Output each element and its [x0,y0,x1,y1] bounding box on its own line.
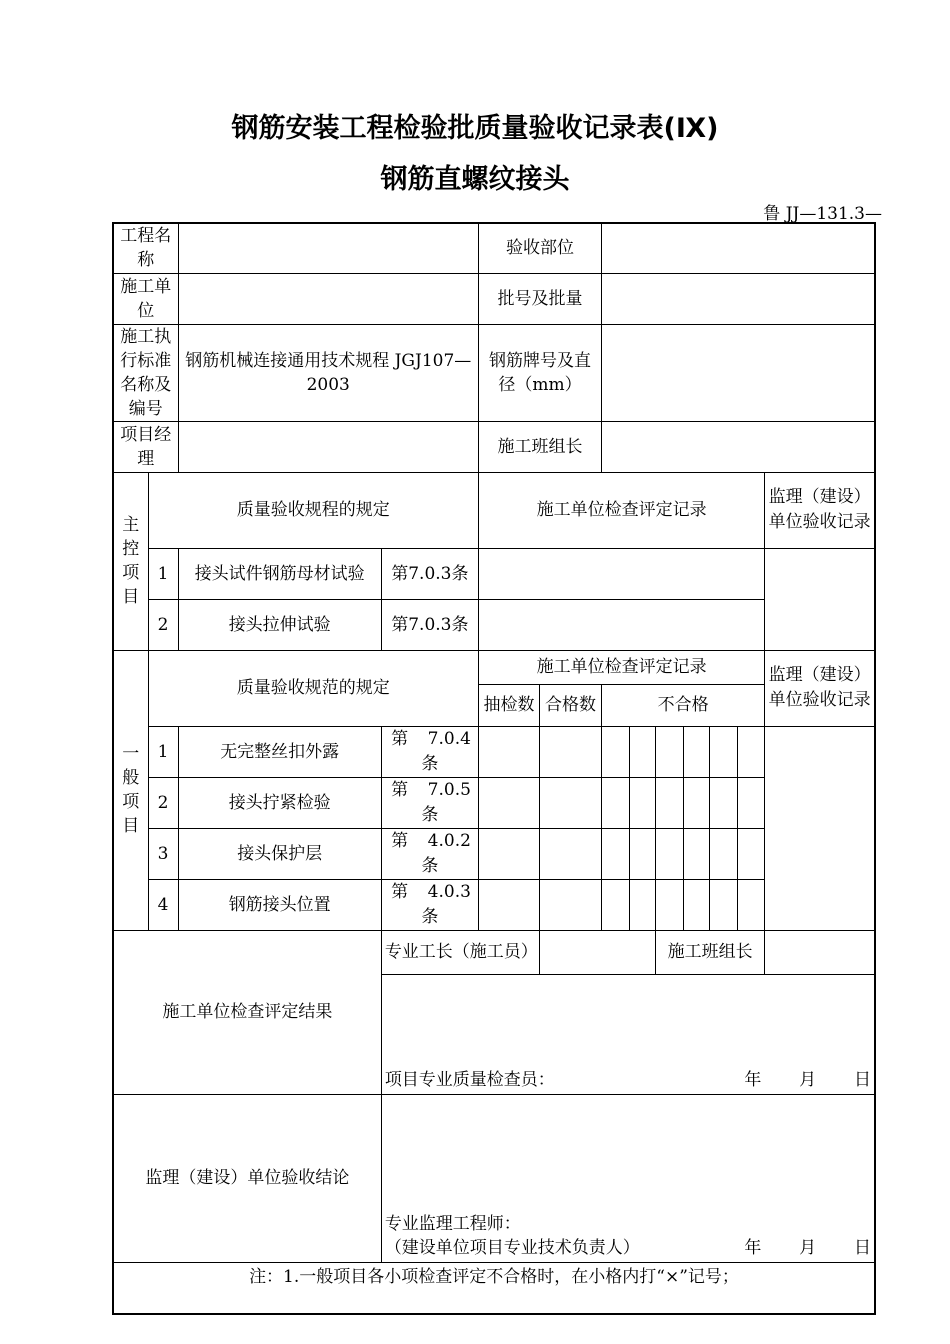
main-record-cell[interactable] [478,548,764,599]
form-title: 钢筋安装工程检验批质量验收记录表(Ⅸ) [231,113,719,144]
item-no: 2 [148,599,178,650]
item-clause [381,777,478,828]
main-control-header-row [113,472,875,548]
item-name: 接头拧紧检验 [178,777,381,828]
fail-check-cell[interactable] [738,777,765,828]
clause-number: 4.0.3 [427,882,471,902]
general-row [113,726,875,777]
form-code: 鲁 JJ—131.3— [763,204,882,224]
main-control-row [113,599,875,650]
fail-check-cell[interactable] [656,879,684,930]
constructor-result-body[interactable] [381,974,875,1094]
clause-suffix: 条 [421,805,439,825]
clause-prefix: 第 [391,831,409,851]
main-record-cell[interactable] [478,599,764,650]
footnote: 注：1.一般项目各小项检查评定不合格时，在小格内打“×”记号； [113,1262,875,1314]
main-rule-header: 质量验收规程的规定 [148,472,478,548]
fail-check-cell[interactable] [710,777,738,828]
item-clause [381,828,478,879]
fail-check-cell[interactable] [656,726,684,777]
inspector-date: 年 月 日 [744,1069,871,1090]
rebar-label: 钢筋牌号及直径（mm） [478,324,601,421]
fail-check-cell[interactable] [684,726,710,777]
result-team-leader-field[interactable] [765,930,875,974]
general-row [113,777,875,828]
supervisor-result-label: 监理（建设）单位验收结论 [113,1094,381,1262]
form-subtitle: 钢筋直螺纹接头 [380,164,570,195]
supervisor-result-row [113,1094,875,1262]
item-clause: 第7.0.3条 [381,599,478,650]
main-supervisor-cell[interactable] [765,548,875,650]
fail-check-cell[interactable] [630,879,656,930]
item-name: 接头试件钢筋母材试验 [178,548,381,599]
inspection-form-table [112,222,876,1315]
header-row-manager [113,421,875,472]
fail-check-cell[interactable] [738,726,765,777]
fail-check-cell[interactable] [656,777,684,828]
clause-number: 7.0.4 [427,729,471,749]
sample-count-cell[interactable] [478,879,539,930]
pass-count-cell[interactable] [539,777,601,828]
item-no: 2 [148,777,178,828]
manager-label: 项目经理 [113,421,178,472]
acceptance-part-label: 验收部位 [478,223,601,273]
col-pass: 合格数 [539,684,601,726]
clause-number: 7.0.5 [427,780,471,800]
general-supervisor-cell[interactable] [765,726,875,930]
general-rule-header: 质量验收规范的规定 [148,650,478,726]
foreman-label: 专业工长（施工员） [381,930,539,974]
clause-suffix: 条 [421,856,439,876]
fail-check-cell[interactable] [630,777,656,828]
clause-prefix: 第 [391,780,409,800]
note-row [113,1262,875,1314]
fail-check-cell[interactable] [602,828,630,879]
header-row-project [113,223,875,273]
inspector-label: 项目专业质量检查员： [384,1069,555,1090]
fail-check-cell[interactable] [684,777,710,828]
engineer-label: 专业监理工程师： [384,1213,521,1234]
item-name: 无完整丝扣外露 [178,726,381,777]
project-name-field[interactable] [178,223,478,273]
item-clause [381,726,478,777]
sample-count-cell[interactable] [478,726,539,777]
clause-prefix: 第 [391,729,409,749]
sample-count-cell[interactable] [478,828,539,879]
fail-check-cell[interactable] [710,726,738,777]
pass-count-cell[interactable] [539,879,601,930]
fail-check-cell[interactable] [684,828,710,879]
owner-label: （建设单位项目专业技术负责人） [384,1237,640,1258]
item-no: 1 [148,726,178,777]
item-no: 3 [148,828,178,879]
team-leader-label: 施工班组长 [478,421,601,472]
main-supervisor-header: 监理（建设）单位验收记录 [765,472,875,548]
pass-count-cell[interactable] [539,828,601,879]
general-row [113,879,875,930]
supervisor-result-body[interactable] [381,1094,875,1262]
project-name-label: 工程名称 [113,223,178,273]
result-team-leader-label: 施工班组长 [656,930,765,974]
col-fail: 不合格 [602,684,765,726]
constructor-result-label: 施工单位检查评定结果 [113,930,381,1094]
main-control-row [113,548,875,599]
header-row-constructor [113,273,875,324]
fail-check-cell[interactable] [602,777,630,828]
clause-suffix: 条 [421,907,439,927]
item-name: 接头拉伸试验 [178,599,381,650]
manager-field[interactable] [178,421,478,472]
item-name: 接头保护层 [178,828,381,879]
standard-label: 施工执行标准名称及编号 [113,324,178,421]
item-no: 1 [148,548,178,599]
header-row-standard [113,324,875,421]
general-row [113,828,875,879]
constructor-result-top-row [113,930,875,974]
clause-suffix: 条 [421,754,439,774]
fail-check-cell[interactable] [602,879,630,930]
foreman-field[interactable] [539,930,655,974]
item-clause: 第7.0.3条 [381,548,478,599]
fail-check-cell[interactable] [630,726,656,777]
pass-count-cell[interactable] [539,726,601,777]
batch-label: 批号及批量 [478,273,601,324]
constructor-label: 施工单位 [113,273,178,324]
clause-number: 4.0.2 [427,831,471,851]
standard-value: 钢筋机械连接通用技术规程 JGJ107—2003 [178,324,478,421]
general-supervisor-header: 监理（建设）单位验收记录 [765,650,875,726]
main-record-header: 施工单位检查评定记录 [478,472,764,548]
general-record-header: 施工单位检查评定记录 [478,650,764,684]
general-side-label: 一般项目 [113,650,148,930]
main-control-side-label: 主控项目 [113,472,148,650]
fail-check-cell[interactable] [630,828,656,879]
general-header-row [113,650,875,684]
constructor-field[interactable] [178,273,478,324]
fail-check-cell[interactable] [710,828,738,879]
item-no: 4 [148,879,178,930]
sample-count-cell[interactable] [478,777,539,828]
fail-check-cell[interactable] [738,828,765,879]
batch-field[interactable] [602,273,875,324]
acceptance-part-field[interactable] [602,223,875,273]
item-name: 钢筋接头位置 [178,879,381,930]
fail-check-cell[interactable] [684,879,710,930]
team-leader-field[interactable] [602,421,875,472]
col-sample: 抽检数 [478,684,539,726]
fail-check-cell[interactable] [738,879,765,930]
fail-check-cell[interactable] [710,879,738,930]
fail-check-cell[interactable] [656,828,684,879]
item-clause [381,879,478,930]
fail-check-cell[interactable] [602,726,630,777]
clause-prefix: 第 [391,882,409,902]
rebar-field[interactable] [602,324,875,421]
supervisor-date: 年 月 日 [744,1237,871,1258]
